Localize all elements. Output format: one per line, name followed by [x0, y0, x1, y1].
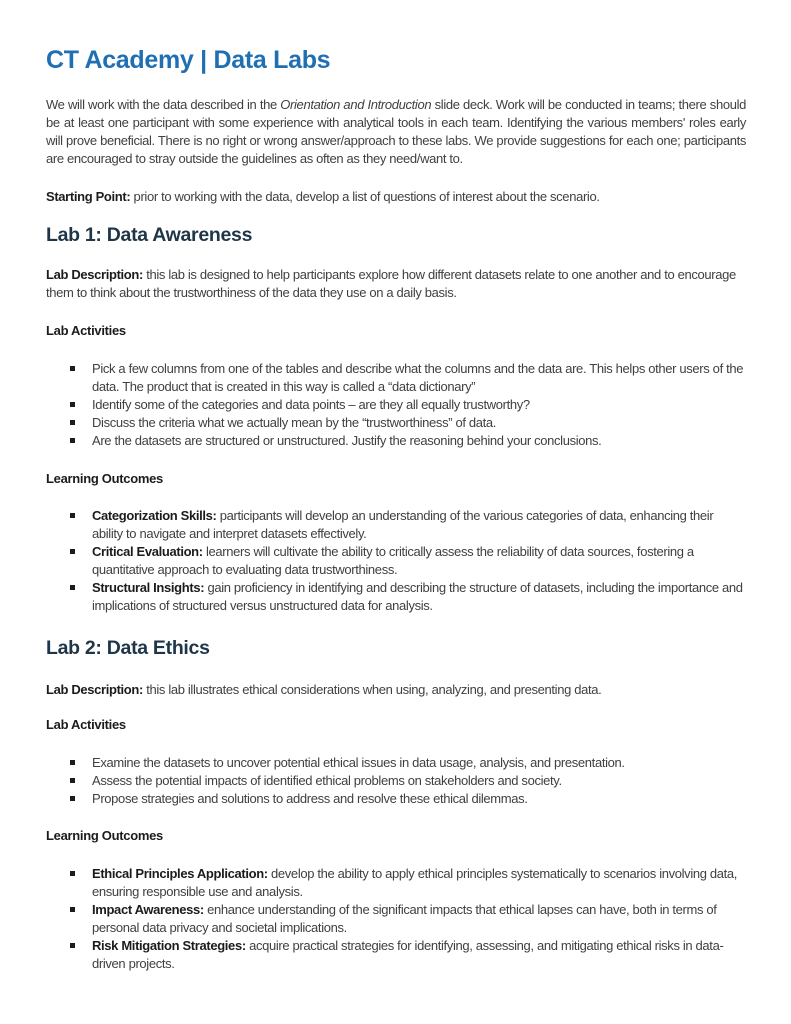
- outcome-text: acquire practical strategies for identifying, assessing, and mitigating ethical risks in data-driven projects.: [92, 938, 724, 971]
- lab2-description: [46, 681, 746, 699]
- lab1-activities-list: [46, 360, 746, 450]
- lab2-description-text: this lab illustrates ethical considerations when using, analyzing, and presenting data.: [142, 682, 602, 697]
- outcome-label: Impact Awareness:: [92, 902, 204, 917]
- lab1-description-label: Lab Description:: [46, 267, 143, 282]
- list-item-text: Identify some of the categories and data points – are they all equally trustworthy?: [92, 397, 530, 412]
- list-item: [46, 543, 746, 579]
- list-item: [46, 432, 746, 450]
- lab2-activities-heading: Lab Activities: [46, 717, 126, 732]
- list-item-text: Pick a few columns from one of the tables and describe what the columns and the data are. This helps other users of the data. The product that is created in this way is called a “data dictionary”: [92, 361, 744, 394]
- bullet-icon: [70, 871, 75, 876]
- list-item: [46, 396, 746, 414]
- lab1-description-text: this lab is designed to help participants explore how different datasets relate to one another and to encourage them to think about the trustworthiness of the data they use on a daily basis.: [46, 267, 736, 300]
- bullet-icon: [70, 402, 75, 407]
- list-item: [46, 772, 746, 790]
- bullet-icon: [70, 796, 75, 801]
- list-item-text: Examine the datasets to uncover potential ethical issues in data usage, analysis, and presentation.: [92, 755, 625, 770]
- intro-paragraph: [46, 96, 746, 168]
- outcome-text: participants will develop an understanding of the various categories of data, enhancing their ability to navigate and interpret datasets effectively.: [92, 508, 714, 541]
- starting-point-label: Starting Point:: [46, 189, 131, 204]
- list-item-text: Assess the potential impacts of identified ethical problems on stakeholders and society.: [92, 773, 562, 788]
- bullet-icon: [70, 420, 75, 425]
- outcome-label: Risk Mitigation Strategies:: [92, 938, 246, 953]
- lab1-heading: Lab 1: Data Awareness: [46, 224, 253, 246]
- outcome-text: learners will cultivate the ability to critically assess the reliability of data sources, fostering a quantitative approach to evaluating data trustworthiness.: [92, 544, 694, 577]
- outcome-label: Ethical Principles Application:: [92, 866, 268, 881]
- document-title: CT Academy | Data Labs: [46, 46, 331, 74]
- lab2-outcomes-heading: Learning Outcomes: [46, 828, 163, 843]
- intro-slide-deck-name: Orientation and Introduction: [280, 97, 432, 112]
- bullet-icon: [70, 760, 75, 765]
- bullet-icon: [70, 366, 75, 371]
- lab2-activities-list: [46, 754, 746, 808]
- list-item: [46, 414, 746, 432]
- bullet-icon: [70, 943, 75, 948]
- list-item: [46, 754, 746, 772]
- list-item: [46, 901, 746, 937]
- outcome-label: Categorization Skills:: [92, 508, 217, 523]
- list-item: [46, 507, 746, 543]
- bullet-icon: [70, 513, 75, 518]
- lab1-outcomes-list: [46, 507, 746, 615]
- bullet-icon: [70, 549, 75, 554]
- intro-text: We will work with the data described in the: [46, 97, 281, 112]
- outcome-text: enhance understanding of the significant impacts that ethical lapses can have, both in terms of personal data privacy and societal implications.: [92, 902, 717, 935]
- starting-point-text: prior to working with the data, develop a list of questions of interest about the scenario.: [130, 189, 600, 204]
- list-item: [46, 360, 746, 396]
- starting-point: [46, 188, 600, 206]
- intro-text-continued: slide deck. Work will be conducted in teams; there should be at least one participant with some experience with analytical tools in each team. Identifying the various members' roles early will prove beneficial. There is no right or wrong answer/approach to these labs. We provide suggestions for each one; participants are encouraged to stray outside the guidelines as often as they need/want to.: [46, 97, 747, 166]
- lab1-activities-heading: Lab Activities: [46, 323, 126, 338]
- outcome-label: Critical Evaluation:: [92, 544, 203, 559]
- lab1-description: [46, 266, 746, 302]
- list-item: [46, 790, 746, 808]
- list-item: [46, 865, 746, 901]
- bullet-icon: [70, 778, 75, 783]
- outcome-text: develop the ability to apply ethical principles systematically to scenarios involving data, ensuring responsible use and analysis.: [92, 866, 738, 899]
- list-item: [46, 579, 746, 615]
- bullet-icon: [70, 907, 75, 912]
- list-item-text: Discuss the criteria what we actually mean by the “trustworthiness” of data.: [92, 415, 497, 430]
- list-item-text: Are the datasets are structured or unstructured. Justify the reasoning behind your conclusions.: [92, 433, 602, 448]
- list-item-text: Propose strategies and solutions to address and resolve these ethical dilemmas.: [92, 791, 528, 806]
- lab2-description-label: Lab Description:: [46, 682, 143, 697]
- bullet-icon: [70, 585, 75, 590]
- outcome-label: Structural Insights:: [92, 580, 205, 595]
- lab1-outcomes-heading: Learning Outcomes: [46, 471, 163, 486]
- outcome-text: gain proficiency in identifying and describing the structure of datasets, including the importance and implications of structured versus unstructured data for analysis.: [92, 580, 743, 613]
- bullet-icon: [70, 438, 75, 443]
- lab2-heading: Lab 2: Data Ethics: [46, 637, 210, 659]
- lab2-outcomes-list: [46, 865, 746, 973]
- list-item: [46, 937, 746, 973]
